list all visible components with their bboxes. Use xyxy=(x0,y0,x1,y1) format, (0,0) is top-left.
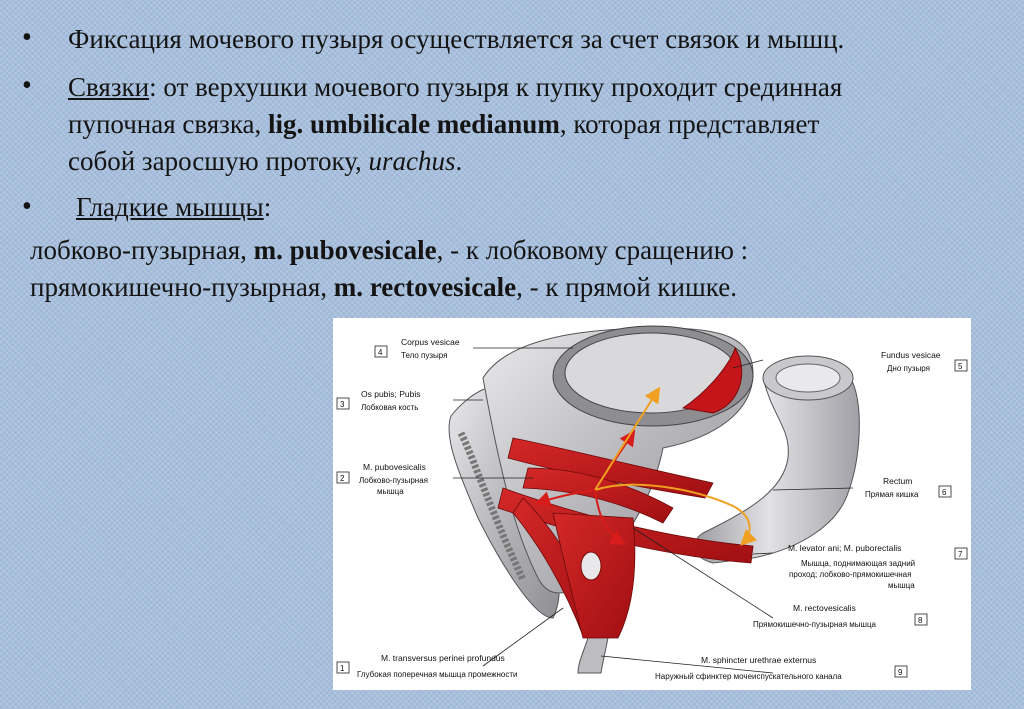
svg-text:M. levator ani; M. puborectali: M. levator ani; M. puborectalis xyxy=(788,543,902,553)
label-os-pubis xyxy=(337,389,421,412)
bullet-fixation-text: Фиксация мочевого пузыря осуществляется за счет связок и мышц. xyxy=(68,24,845,54)
bullet-marker: • xyxy=(22,70,32,101)
muscle-line-rectovesicale xyxy=(30,269,737,306)
muscle-latin: m. pubovesicale xyxy=(253,235,437,265)
svg-text:Corpus vesicae: Corpus vesicae xyxy=(401,337,460,347)
bullet-ligaments-line2 xyxy=(68,106,819,143)
bullet-smooth-muscles xyxy=(76,189,271,226)
svg-text:Rectum: Rectum xyxy=(883,476,913,486)
muscle-latin: m. rectovesicale xyxy=(333,272,517,302)
svg-text:2: 2 xyxy=(340,474,345,483)
svg-text:M. transversus perinei profund: M. transversus perinei profundus xyxy=(381,653,505,663)
svg-text:1: 1 xyxy=(340,664,345,673)
svg-text:мышца: мышца xyxy=(888,581,915,590)
ligaments-line2-post: , которая представляет xyxy=(559,109,820,139)
muscle-post: , - к лобковому сращению : xyxy=(436,235,749,265)
svg-text:3: 3 xyxy=(340,400,345,409)
label-rectum xyxy=(865,476,951,499)
svg-text:Fundus vesicae: Fundus vesicae xyxy=(881,350,941,360)
muscle-line-pubovesicale xyxy=(30,232,748,269)
svg-text:Тело пузыря: Тело пузыря xyxy=(401,351,448,360)
svg-text:Глубокая поперечная мышца пром: Глубокая поперечная мышца промежности xyxy=(357,670,518,679)
bullet-ligaments-line1 xyxy=(68,69,842,106)
ligaments-line1-text: от верхушки мочевого пузыря к пупку проходит срединная xyxy=(156,72,843,102)
svg-text:6: 6 xyxy=(942,488,947,497)
svg-text:5: 5 xyxy=(958,362,963,371)
label-m-rectovesicalis xyxy=(753,603,927,629)
ligaments-line3-pre: собой заросшую протоку, xyxy=(68,146,369,176)
svg-text:8: 8 xyxy=(918,616,923,625)
muscle-pre: прямокишечно-пузырная, xyxy=(30,272,334,302)
svg-text:M. rectovesicalis: M. rectovesicalis xyxy=(793,603,856,613)
svg-text:проход; лобково-прямокишечная: проход; лобково-прямокишечная xyxy=(789,570,912,579)
bladder-fixation-figure xyxy=(333,318,971,690)
smooth-muscles-colon: : xyxy=(263,192,272,222)
label-m-levator-ani xyxy=(788,543,967,590)
svg-text:Наружный сфинктер мочеиспускат: Наружный сфинктер мочеиспускательного канала xyxy=(655,672,842,681)
svg-text:M. sphincter urethrae externus: M. sphincter urethrae externus xyxy=(701,655,817,665)
label-m-sphincter xyxy=(655,655,907,681)
label-m-pubovesicalis xyxy=(337,462,428,496)
urachus-term: urachus xyxy=(368,146,456,176)
svg-text:Os pubis; Pubis: Os pubis; Pubis xyxy=(361,389,421,399)
svg-text:Прямокишечно-пузырная мышца: Прямокишечно-пузырная мышца xyxy=(753,620,876,629)
svg-text:7: 7 xyxy=(958,550,963,559)
svg-text:9: 9 xyxy=(898,668,903,677)
svg-text:мышца: мышца xyxy=(377,487,404,496)
bullet-marker: • xyxy=(22,22,32,53)
ligaments-colon: : xyxy=(149,72,157,102)
svg-text:4: 4 xyxy=(378,348,383,357)
bullet-ligaments-line3 xyxy=(68,143,462,180)
ligaments-term: Связки xyxy=(68,72,150,102)
label-corpus-vesicae xyxy=(375,337,460,360)
muscle-post: , - к прямой кишке. xyxy=(516,272,737,302)
svg-text:Мышца, поднимающая задний: Мышца, поднимающая задний xyxy=(801,559,916,568)
label-fundus-vesicae xyxy=(881,350,967,373)
svg-text:Прямая кишка: Прямая кишка xyxy=(865,490,919,499)
ligaments-line2-pre: пупочная связка, xyxy=(68,109,269,139)
muscle-pre: лобково-пузырная, xyxy=(30,235,254,265)
svg-text:Дно пузыря: Дно пузыря xyxy=(887,364,930,373)
smooth-muscles-term: Гладкие мышцы xyxy=(76,192,264,222)
svg-text:Лобковая кость: Лобковая кость xyxy=(361,403,419,412)
svg-text:Лобково-пузырная: Лобково-пузырная xyxy=(359,476,428,485)
svg-text:M. pubovesicalis: M. pubovesicalis xyxy=(363,462,426,472)
label-m-transversus xyxy=(337,653,518,679)
ligaments-line3-post: . xyxy=(455,146,463,176)
lig-umbilicale-term: lig. umbilicale medianum xyxy=(268,109,560,139)
bullet-marker: • xyxy=(22,191,32,222)
